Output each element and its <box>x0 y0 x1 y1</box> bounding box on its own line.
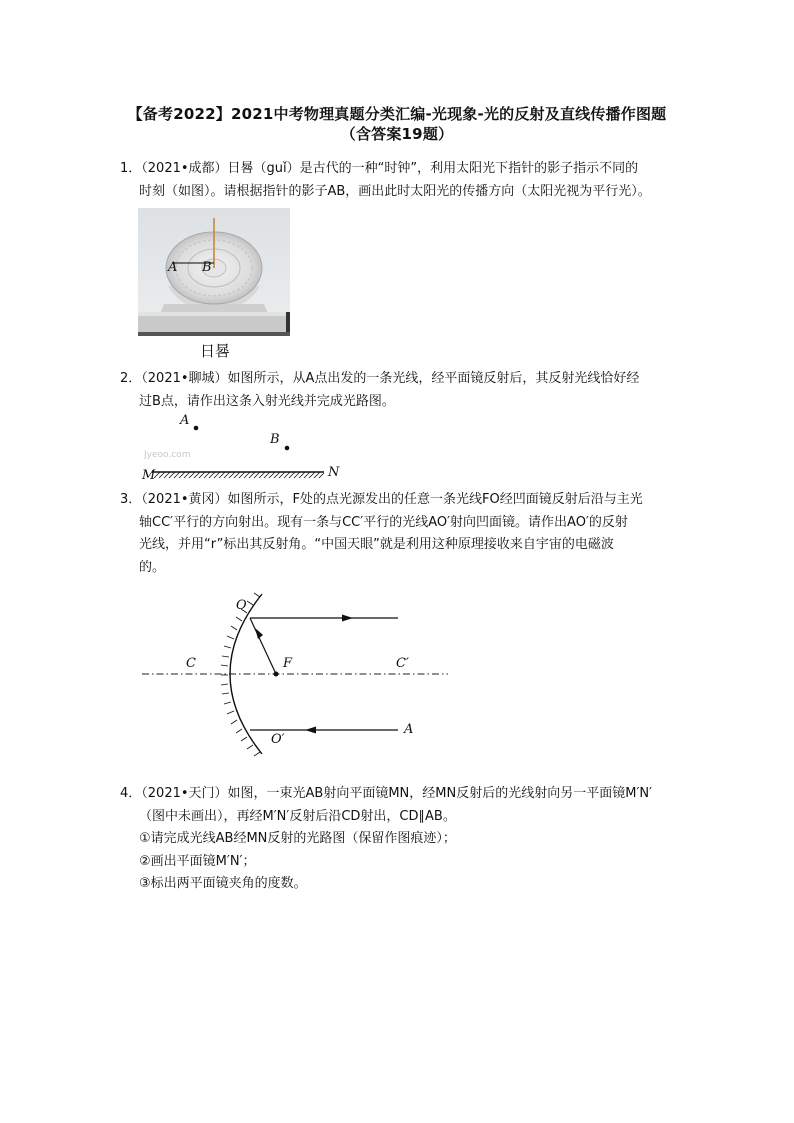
question-text: （2021•天门）如图，一束光AB射向平面镜MN，经MN反射后的光线射向另一平面镜M′N′ <box>141 786 653 801</box>
point-a-dot <box>194 426 199 431</box>
question-text: 的。 <box>139 559 166 575</box>
label-a: A <box>168 260 178 275</box>
mirror-hatching <box>154 472 324 478</box>
mirror-diagram <box>140 410 360 485</box>
label-a: A <box>180 413 190 428</box>
label-n: N <box>328 465 340 480</box>
arrow-ao2 <box>305 727 316 734</box>
list-item: ③标出两平面镜夹角的度数。 <box>139 876 307 891</box>
watermark: Jyeoo.com <box>144 450 191 460</box>
sundial-photo <box>138 208 290 336</box>
ray-fo <box>250 618 276 674</box>
label-b: B <box>270 432 280 447</box>
question-text: （2021•黄冈）如图所示，F处的点光源发出的任意一条光线FO经凹面镜反射后沿与主光 <box>141 492 643 507</box>
question-text: （2021•成都）日晷（guǐ）是古代的一种“时钟”，利用太阳光下指针的影子指示不同的 <box>141 161 639 176</box>
label-b: B <box>202 260 212 275</box>
label-f: F <box>283 656 293 671</box>
question-2 <box>120 368 680 413</box>
plane-mirror-figure <box>140 410 360 485</box>
list-item: ②画出平面镜M′N′； <box>139 853 256 869</box>
label-o-prime: O′ <box>271 732 285 747</box>
label-c-prime: C′ <box>396 656 409 671</box>
question-number: 1． <box>120 161 142 176</box>
concave-mirror-diagram <box>140 590 460 770</box>
question-text: （图中未画出），再经M′N′反射后沿CD射出，CD∥AB。 <box>139 808 456 824</box>
page-subtitle: （含答案19题） <box>340 125 454 143</box>
question-number: 3． <box>120 492 142 507</box>
question-3 <box>120 489 680 579</box>
question-text: 时刻（如图）。请根据指针的影子AB，画出此时太阳光的传播方向（太阳光视为平行光）。 <box>139 183 651 199</box>
label-o: O <box>236 598 247 613</box>
question-number: 2． <box>120 371 142 386</box>
question-text: 轴CC′平行的方向射出。现有一条与CC′平行的光线AO′射向凹面镜。请作出AO′的反射 <box>139 514 628 530</box>
question-4 <box>120 783 680 896</box>
arrow-reflected <box>342 615 353 622</box>
label-c: C <box>186 656 196 671</box>
label-m: M <box>142 468 156 483</box>
sundial-illustration <box>138 208 290 336</box>
question-number: 4． <box>120 786 142 801</box>
list-item: ①请完成光线AB经MN反射的光路图（保留作图痕迹）； <box>139 831 456 846</box>
question-1 <box>120 158 680 203</box>
figure-caption: 日晷 <box>200 342 231 360</box>
arrow-fo <box>255 628 263 639</box>
point-b-dot <box>285 446 290 451</box>
page-title: 【备考2022】2021中考物理真题分类汇编-光现象-光的反射及直线传播作图题 <box>127 105 667 123</box>
question-text: （2021•聊城）如图所示，从A点出发的一条光线，经平面镜反射后，其反射光线恰好经 <box>141 371 640 386</box>
question-text: 过B点，请作出这条入射光线并完成光路图。 <box>139 393 395 409</box>
question-text: 光线，并用“r”标出其反射角。“中国天眼”就是利用这种原理接收来自宇宙的电磁波 <box>139 537 614 552</box>
concave-mirror-figure <box>140 590 460 770</box>
label-a: A <box>404 722 414 737</box>
